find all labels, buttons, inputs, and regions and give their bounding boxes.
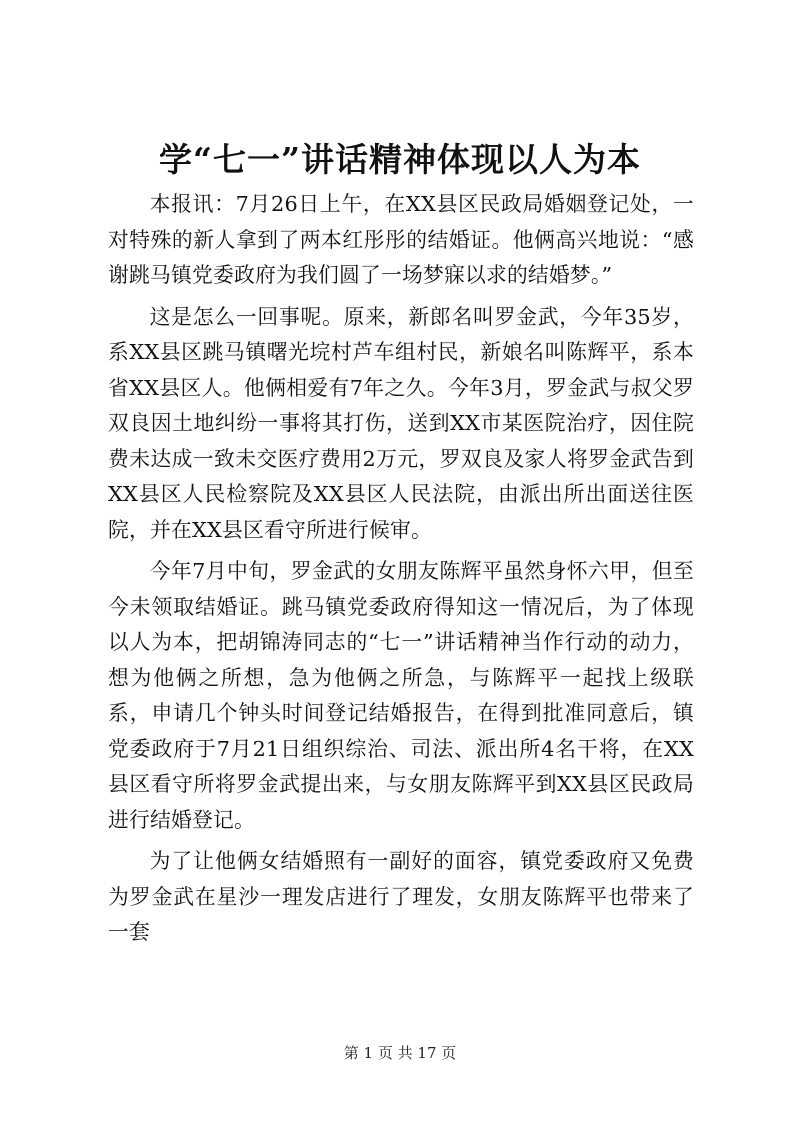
paragraph-1: 本报讯：7月26日上午，在XX县区民政局婚姻登记处，一对特殊的新人拿到了两本红彤彤的结婚证。他俩高兴地说：“感谢跳马镇党委政府为我们圆了一场梦寐以求的结婚梦。” — [108, 192, 694, 287]
paragraph-4: 为了让他俩女结婚照有一副好的面容，镇党委政府又免费为罗金武在星沙一理发店进行了理发，女朋友陈辉平也带来了一套 — [108, 849, 694, 944]
footer-prefix: 第 — [343, 1044, 359, 1062]
footer-total-unit: 页 — [441, 1044, 457, 1062]
document-title: 学“七一”讲话精神体现以人为本 — [159, 140, 641, 179]
footer-total-pages: 17 — [417, 1044, 437, 1062]
footer-current-page: 1 — [363, 1044, 374, 1062]
paragraph-3: 今年7月中旬，罗金武的女朋友陈辉平虽然身怀六甲，但至今未领取结婚证。跳马镇党委政府得知这一情况后，为了体现以人为本，把胡锦涛同志的“七一”讲话精神当作行动的动力，想为他俩之所想，急为他俩之所急，与陈辉平一起找上级联系，申请几个钟头时间登记结婚报告，在得到批准同意后，镇党委政府于7月21日组织综治、司法、派出所4名干将，在XX县区看守所将罗金武提出来，与女朋友陈辉平到XX县区民政局进行结婚登记。 — [108, 559, 694, 832]
page-footer — [0, 1043, 800, 1063]
footer-total-prefix: 共 — [397, 1044, 413, 1062]
paragraph-2: 这是怎么一回事呢。原来，新郎名叫罗金武，今年35岁，系XX县区跳马镇曙光垸村芦车组村民，新娘名叫陈辉平，系本省XX县区人。他俩相爱有7年之久。今年3月，罗金武与叔父罗双良因土地纠纷一事将其打伤，送到XX市某医院治疗，因住院费未达成一致未交医疗费用2万元，罗双良及家人将罗金武告到XX县区人民检察院及XX县区人民法院，由派出所出面送往医院，并在XX县区看守所进行候审。 — [108, 304, 694, 542]
document-body — [108, 187, 694, 997]
footer-page-unit: 页 — [377, 1044, 393, 1062]
